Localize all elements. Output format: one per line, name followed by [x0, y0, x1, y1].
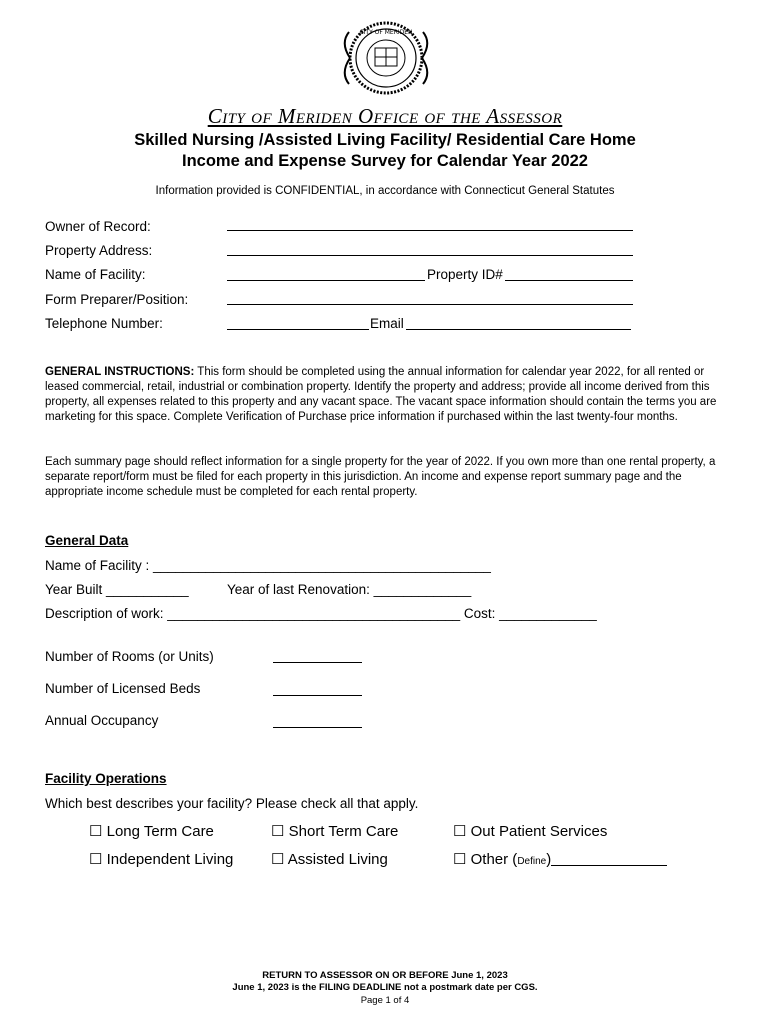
instructions-heading: GENERAL INSTRUCTIONS: — [45, 366, 195, 378]
checkbox-icon[interactable]: ☐ — [89, 823, 103, 840]
option-assisted-living[interactable] — [271, 850, 388, 868]
footer-return-line: RETURN TO ASSESSOR ON OR BEFORE June 1, 2023 — [262, 970, 508, 981]
checkbox-icon[interactable]: ☐ — [271, 851, 285, 868]
gd-rooms-field[interactable] — [273, 662, 362, 663]
gd-description-of-work[interactable]: Description of work: _______________________________________ Cost: _____________ — [45, 606, 597, 621]
option-other[interactable] — [453, 850, 551, 868]
checkbox-icon[interactable]: ☐ — [271, 823, 285, 840]
gd-name-of-facility[interactable]: Name of Facility : _____________________________________________ — [45, 558, 491, 573]
city-seal-logo — [335, 18, 437, 96]
option-label: Independent Living — [106, 851, 234, 868]
option-independent-living[interactable] — [89, 850, 233, 868]
page-number: Page 1 of 4 — [360, 995, 410, 1006]
checkbox-icon[interactable]: ☐ — [453, 823, 467, 840]
telephone-field[interactable] — [227, 329, 369, 330]
option-label: Long Term Care — [106, 823, 214, 840]
option-short-term-care[interactable] — [271, 822, 398, 840]
facility-operations-heading: Facility Operations — [45, 771, 167, 786]
gd-occupancy-label: Annual Occupancy — [45, 713, 159, 728]
telephone-label: Telephone Number: — [45, 316, 163, 331]
footer-deadline-line: June 1, 2023 is the FILING DEADLINE not a postmark date per CGS. — [232, 982, 538, 993]
form-preparer-field[interactable] — [227, 304, 633, 305]
form-title-line1: Skilled Nursing /Assisted Living Facility/ Residential Care Home — [134, 131, 636, 149]
option-label: Assisted Living — [287, 851, 388, 868]
confidential-note: Information provided is CONFIDENTIAL, in accordance with Connecticut General Statutes — [155, 185, 615, 197]
office-title: City of Meriden Office of the Assessor — [207, 104, 563, 128]
checkbox-icon[interactable]: ☐ — [453, 851, 467, 868]
facility-question: Which best describes your facility? Please check all that apply. — [45, 796, 419, 811]
owner-of-record-label: Owner of Record: — [45, 219, 151, 234]
option-label: Short Term Care — [288, 823, 399, 840]
gd-year-built[interactable]: Year Built ___________ — [45, 582, 189, 597]
summary-instructions: Each summary page should reflect information for a single property for the year of 2022. If you own more than one rental property, a separate report/form must be filed for each property in this jurisdiction. An income and expense report summary page and the appropriate income schedule must be completed for each rental property. — [45, 456, 716, 498]
instructions-body: This form should be completed using the annual information for calendar year 2022, for all rented or leased commercial, retail, industrial or combination property. Identify the property and address; provide all income derived from this property, all expenses related to this property and any vacant space. The vacant space information should contain the terms you are marketing for this space. Complete Verification of Purchase price information if purchased within the last twenty-four months. — [45, 366, 717, 423]
form-preparer-label: Form Preparer/Position: — [45, 292, 189, 307]
option-out-patient-services[interactable] — [453, 822, 607, 840]
name-of-facility-field[interactable] — [227, 280, 425, 281]
gd-occupancy-field[interactable] — [273, 727, 362, 728]
general-instructions — [45, 365, 725, 425]
option-long-term-care[interactable] — [89, 822, 214, 840]
email-field[interactable] — [406, 329, 631, 330]
owner-of-record-field[interactable] — [227, 230, 633, 231]
email-label: Email — [370, 316, 404, 331]
property-address-label: Property Address: — [45, 243, 153, 258]
gd-rooms-label: Number of Rooms (or Units) — [45, 649, 214, 664]
property-id-field[interactable] — [505, 280, 633, 281]
option-label: Other ( — [470, 851, 518, 868]
other-define-field[interactable] — [551, 865, 667, 866]
gd-year-renovation[interactable]: Year of last Renovation: _____________ — [227, 582, 472, 597]
option-label: Out Patient Services — [470, 823, 608, 840]
property-id-label: Property ID# — [427, 267, 503, 282]
property-address-field[interactable] — [227, 255, 633, 256]
general-data-heading: General Data — [45, 533, 129, 548]
gd-beds-field[interactable] — [273, 695, 362, 696]
seal-text: CITY OF MERIDEN — [359, 29, 413, 36]
checkbox-icon[interactable]: ☐ — [89, 851, 103, 868]
define-close: ) — [546, 851, 552, 868]
form-title-line2: Income and Expense Survey for Calendar Year 2022 — [182, 152, 588, 170]
name-of-facility-label: Name of Facility: — [45, 267, 146, 282]
gd-beds-label: Number of Licensed Beds — [45, 681, 201, 696]
define-label: Define — [517, 856, 547, 867]
